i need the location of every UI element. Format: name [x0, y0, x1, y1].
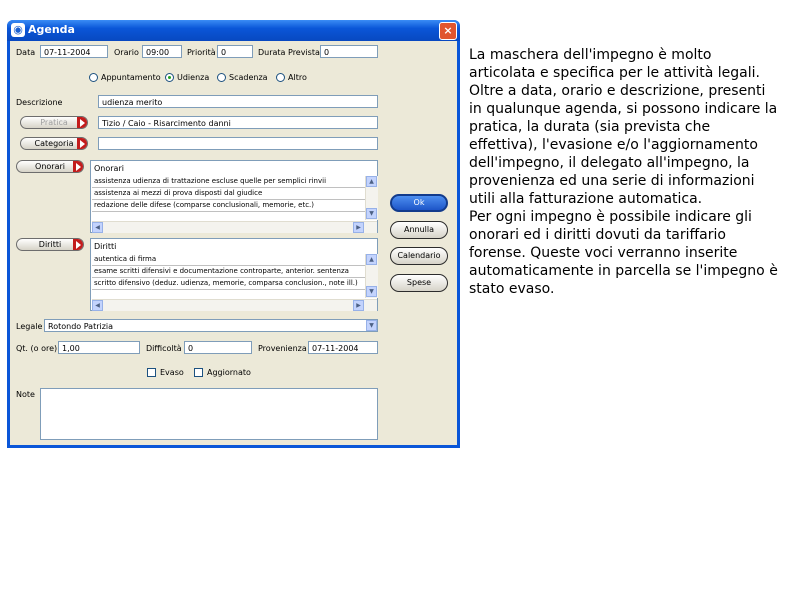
aggiornato-label: Aggiornato	[207, 368, 251, 377]
descrizione-label: Descrizione	[16, 98, 63, 107]
data-field[interactable]: 07-11-2004	[40, 45, 108, 58]
arrow-right-icon	[77, 138, 87, 149]
categoria-button[interactable]	[20, 137, 88, 150]
diritti-list[interactable]	[90, 238, 378, 311]
horizontal-scrollbar[interactable]	[92, 221, 377, 233]
categoria-field[interactable]	[98, 137, 378, 150]
data-label: Data	[16, 48, 36, 57]
note-textarea[interactable]	[40, 388, 378, 440]
categoria-button-label: Categoria	[34, 139, 74, 148]
arrow-right-icon	[77, 117, 87, 128]
scroll-up-icon[interactable]: ▲	[366, 254, 377, 265]
list-item[interactable]: assistenza udienza di trattazione escluse quelle per semplici rinvii	[92, 176, 365, 188]
chevron-down-icon[interactable]: ▼	[366, 320, 377, 331]
description-panel	[469, 46, 779, 298]
arrow-right-icon	[73, 161, 83, 172]
onorari-list[interactable]	[90, 160, 378, 233]
close-button[interactable]: ×	[439, 22, 457, 40]
window-title: Agenda	[28, 23, 75, 36]
arrow-right-icon	[73, 239, 83, 250]
legale-value: Rotondo Patrizia	[48, 322, 114, 331]
scroll-right-icon[interactable]: ▶	[353, 222, 364, 233]
scroll-up-icon[interactable]: ▲	[366, 176, 377, 187]
evaso-label: Evaso	[160, 368, 184, 377]
list-item[interactable]: autentica di firma	[92, 254, 365, 266]
list-item[interactable]: assistenza ai mezzi di prova disposti dal giudice	[92, 188, 365, 200]
durata-field[interactable]: 0	[320, 45, 378, 58]
radio-scadenza[interactable]	[217, 73, 226, 82]
descrizione-field[interactable]: udienza merito	[98, 95, 378, 108]
scroll-down-icon[interactable]: ▼	[366, 286, 377, 297]
scroll-left-icon[interactable]: ◀	[92, 222, 103, 233]
provenienza-field[interactable]: 07-11-2004	[308, 341, 378, 354]
priorita-label: Priorità	[187, 48, 216, 57]
diritti-list-header: Diritti	[94, 242, 117, 251]
annulla-button[interactable]: Annulla	[390, 221, 448, 239]
list-item[interactable]: esame scritti difensivi e documentazione controparte, anterior. sentenza	[92, 266, 365, 278]
qt-field[interactable]: 1,00	[58, 341, 140, 354]
legale-label: Legale	[16, 322, 43, 331]
list-item[interactable]: redazione delle difese (comparse conclusionali, memorie, etc.)	[92, 200, 365, 212]
diritti-button[interactable]	[16, 238, 84, 251]
list-item[interactable]: scritto difensivo (deduz. udienza, memorie, comparsa conclusion., note ill.)	[92, 278, 365, 290]
agenda-window	[7, 20, 460, 448]
legale-select[interactable]	[44, 319, 378, 332]
difficolta-field[interactable]: 0	[184, 341, 252, 354]
title-bar[interactable]	[7, 20, 460, 41]
radio-appuntamento[interactable]	[89, 73, 98, 82]
aggiornato-checkbox[interactable]	[194, 368, 203, 377]
radio-scadenza-label: Scadenza	[229, 73, 268, 82]
ok-button[interactable]: Ok	[390, 194, 448, 212]
spese-button[interactable]: Spese	[390, 274, 448, 292]
radio-udienza[interactable]	[165, 73, 174, 82]
horizontal-scrollbar[interactable]	[92, 299, 377, 311]
pratica-button[interactable]	[20, 116, 88, 129]
difficolta-label: Difficoltà	[146, 344, 182, 353]
priorita-field[interactable]: 0	[217, 45, 253, 58]
qt-label: Qt. (o ore)	[16, 344, 58, 353]
onorari-button[interactable]	[16, 160, 84, 173]
onorari-button-label: Onorari	[35, 162, 65, 171]
scroll-down-icon[interactable]: ▼	[366, 208, 377, 219]
diritti-button-label: Diritti	[38, 240, 62, 249]
evaso-checkbox[interactable]	[147, 368, 156, 377]
pratica-button-label: Pratica	[40, 118, 68, 127]
orario-label: Orario	[114, 48, 139, 57]
description-paragraph: Per ogni impegno è possibile indicare gli onorari ed i diritti dovuti da tariffario forense. Queste voci verranno inserite automaticamente in parcella se l'impegno è stato evaso.	[469, 209, 778, 297]
description-paragraph: La maschera dell'impegno è molto articolata e specifica per le attività legali. Oltre a data, orario e descrizione, presenti in qualunque agenda, si possono indicare la pratica, la durata (sia prevista che effettiva), l'evasione e/o l'aggiornamento dell'impegno, il delegato all'impegno, la provenienza ed una serie di informazioni utili alla fatturazione automatica.	[469, 47, 778, 207]
note-label: Note	[16, 390, 35, 399]
radio-altro-label: Altro	[288, 73, 307, 82]
pratica-field[interactable]: Tizio / Caio - Risarcimento danni	[98, 116, 378, 129]
provenienza-label: Provenienza	[258, 344, 307, 353]
vertical-scrollbar[interactable]	[365, 254, 378, 298]
vertical-scrollbar[interactable]	[365, 176, 378, 220]
form-body	[10, 41, 457, 445]
orario-field[interactable]: 09:00	[142, 45, 182, 58]
scroll-right-icon[interactable]: ▶	[353, 300, 364, 311]
durata-label: Durata Prevista	[258, 48, 320, 57]
agenda-icon: ◉	[11, 23, 25, 37]
scroll-left-icon[interactable]: ◀	[92, 300, 103, 311]
radio-udienza-label: Udienza	[177, 73, 210, 82]
calendario-button[interactable]: Calendario	[390, 247, 448, 265]
radio-appuntamento-label: Appuntamento	[101, 73, 161, 82]
onorari-list-header: Onorari	[94, 164, 124, 173]
radio-altro[interactable]	[276, 73, 285, 82]
